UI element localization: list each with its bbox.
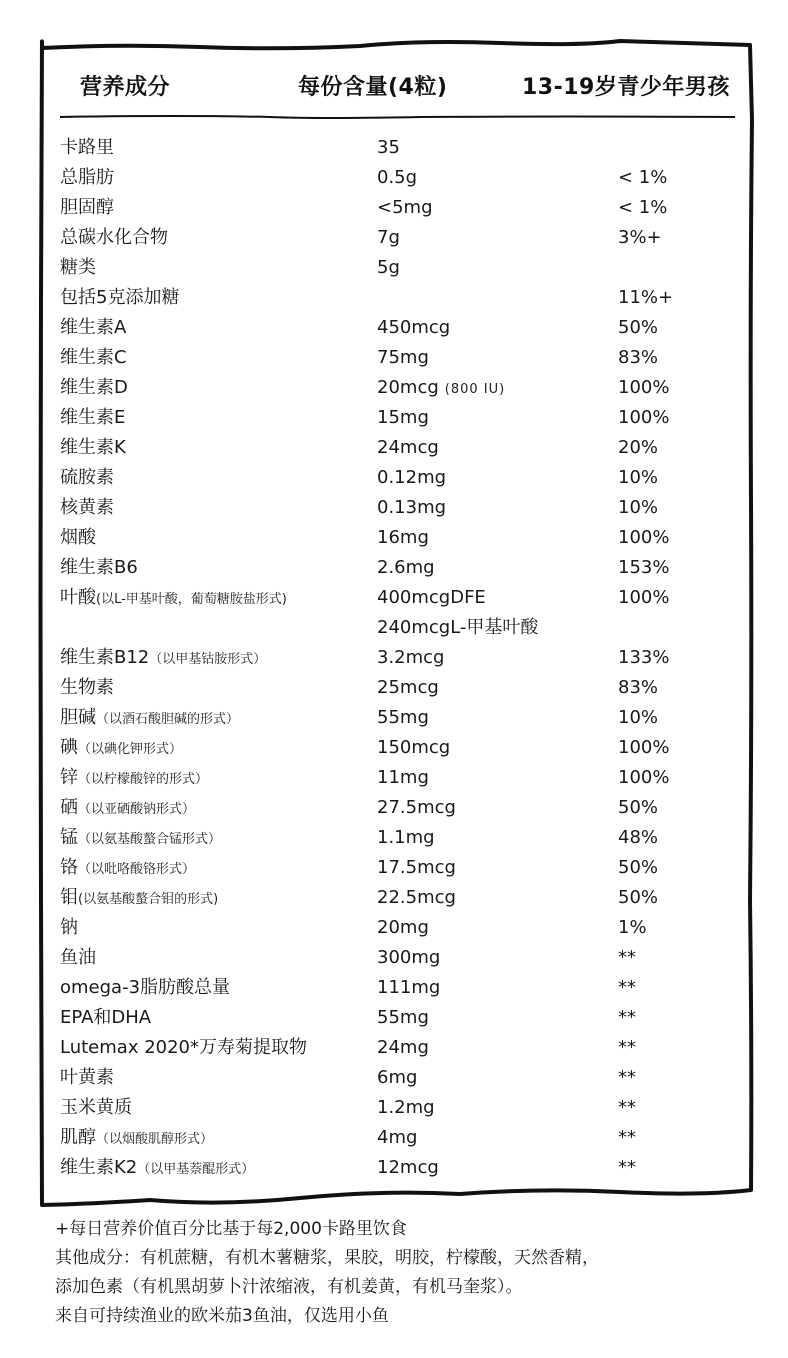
- daily-value-percent: 50%: [618, 317, 659, 338]
- nutrient-name: [60, 1123, 213, 1155]
- table-row: [0, 583, 788, 613]
- footnote-fish-oil: 来自可持续渔业的欧米茄3鱼油，仅选用小鱼: [55, 1306, 389, 1326]
- nutrient-label: 包括5克添加糖: [60, 287, 180, 308]
- nutrient-label: 碘: [60, 737, 78, 758]
- amount-cell: [377, 823, 441, 855]
- daily-value-percent: 50%: [618, 857, 659, 878]
- nutrient-name: [60, 253, 96, 285]
- footnote-dv-basis: +每日营养价值百分比基于每2,000卡路里饮食: [55, 1219, 407, 1239]
- amount-value: 25mcg: [377, 677, 439, 698]
- nutrient-name: [60, 703, 239, 735]
- amount-value: 240mcgL-甲基叶酸: [377, 617, 539, 638]
- nutrient-name: [60, 853, 195, 885]
- nutrient-name: [60, 913, 78, 945]
- table-row: [0, 1003, 788, 1033]
- nutrient-name: [60, 763, 208, 795]
- amount-value: <5mg: [377, 197, 433, 218]
- table-row: [0, 823, 788, 853]
- table-row: [0, 943, 788, 973]
- daily-value-percent: **: [618, 1037, 636, 1058]
- nutrient-label: 核黄素: [60, 497, 114, 518]
- amount-cell: [377, 973, 446, 1005]
- table-row: [0, 733, 788, 763]
- nutrient-label: 维生素K2: [60, 1157, 138, 1178]
- amount-value: 11mg: [377, 767, 429, 788]
- table-row: [0, 1063, 788, 1093]
- table-row: [0, 1123, 788, 1153]
- table-row: [0, 1153, 788, 1183]
- daily-value-percent: 50%: [618, 887, 659, 908]
- table-row: [0, 673, 788, 703]
- amount-value: 300mg: [377, 947, 441, 968]
- amount-cell: [377, 343, 435, 375]
- nutrient-name: [60, 883, 218, 915]
- amount-cell: [377, 763, 435, 795]
- nutrient-name: [60, 373, 128, 405]
- nutrient-label: 钼: [60, 887, 78, 908]
- nutrient-label: 叶酸: [60, 587, 96, 608]
- daily-value-percent: 20%: [618, 437, 659, 458]
- nutrient-label: omega-3脂肪酸总量: [60, 977, 231, 998]
- amount-cell: [377, 193, 439, 225]
- daily-value-percent: 100%: [618, 767, 670, 788]
- amount-cell: [377, 523, 435, 555]
- nutrient-form-note: （以甲基萘醌形式）: [137, 1162, 255, 1177]
- amount-cell: [377, 1123, 423, 1155]
- amount-value: 16mg: [377, 527, 429, 548]
- amount-cell: [377, 163, 423, 195]
- nutrient-label: 胆固醇: [60, 197, 114, 218]
- amount-cell: [377, 913, 435, 945]
- amount-cell: [377, 943, 446, 975]
- table-row: [0, 163, 788, 193]
- amount-value: 24mcg: [377, 437, 439, 458]
- amount-note: (800 IU): [444, 382, 506, 397]
- nutrient-name: [60, 1033, 307, 1065]
- table-row: [0, 523, 788, 553]
- nutrient-label: Lutemax 2020*万寿菊提取物: [60, 1037, 307, 1058]
- daily-value-percent: **: [618, 1157, 636, 1178]
- amount-cell: [377, 493, 452, 525]
- daily-value-percent: 100%: [618, 737, 670, 758]
- table-row: [0, 1093, 788, 1123]
- amount-value: 0.12mg: [377, 467, 447, 488]
- nutrient-label: 卡路里: [60, 137, 114, 158]
- amount-cell: [377, 733, 456, 765]
- nutrient-name: [60, 583, 287, 615]
- table-row: [0, 373, 788, 403]
- daily-value-percent: 10%: [618, 707, 659, 728]
- amount-cell: [377, 853, 462, 885]
- amount-cell: [377, 313, 456, 345]
- table-row: [0, 763, 788, 793]
- footnote-other-ingredients: 其他成分：有机蔗糖，有机木薯糖浆，果胶，明胶，柠檬酸，天然香精，: [55, 1248, 599, 1268]
- nutrient-form-note: （以碘化钾形式）: [78, 742, 183, 757]
- amount-value: 400mcgDFE: [377, 587, 486, 608]
- nutrient-name: [60, 283, 179, 315]
- table-row: [0, 703, 788, 733]
- nutrient-form-note: （以烟酸肌醇形式）: [96, 1132, 214, 1147]
- nutrient-name: [60, 553, 138, 585]
- nutrient-label: 铬: [60, 857, 78, 878]
- amount-value: 27.5mcg: [377, 797, 456, 818]
- amount-value: 75mg: [377, 347, 429, 368]
- footnote-colors: 添加色素（有机黑胡萝卜汁浓缩液，有机姜黄，有机马奎浆）。: [55, 1277, 523, 1297]
- amount-value: 4mg: [377, 1127, 418, 1148]
- nutrient-label: 维生素A: [60, 317, 127, 338]
- nutrient-name: [60, 643, 266, 675]
- nutrient-name: [60, 163, 114, 195]
- daily-value-percent: **: [618, 977, 636, 998]
- nutrient-name: [60, 793, 195, 825]
- amount-value: 450mcg: [377, 317, 451, 338]
- amount-value: 35: [377, 137, 400, 158]
- nutrient-label: 鱼油: [60, 947, 96, 968]
- table-row: [0, 223, 788, 253]
- nutrient-name: [60, 313, 126, 345]
- nutrient-name: [60, 733, 182, 765]
- header-daily-value-group: 13-19岁青少年男孩: [522, 75, 730, 100]
- table-row: [0, 913, 788, 943]
- daily-value-percent: < 1%: [618, 167, 668, 188]
- nutrient-name: [60, 823, 221, 855]
- daily-value-percent: 48%: [618, 827, 659, 848]
- nutrient-name: [60, 1153, 254, 1185]
- amount-cell: [377, 643, 450, 675]
- amount-cell: [377, 1033, 435, 1065]
- amount-value: 3.2mcg: [377, 647, 445, 668]
- nutrient-form-note: (以氨基酸螯合钼的形式): [78, 892, 219, 907]
- amount-cell: [377, 673, 445, 705]
- daily-value-percent: 83%: [618, 677, 659, 698]
- nutrient-label: EPA和DHA: [60, 1007, 152, 1028]
- amount-value: 0.5g: [377, 167, 418, 188]
- daily-value-percent: **: [618, 1127, 636, 1148]
- nutrient-label: 总脂肪: [60, 167, 114, 188]
- amount-value: 17.5mcg: [377, 857, 456, 878]
- nutrient-name: [60, 493, 114, 525]
- amount-cell: [377, 463, 452, 495]
- nutrient-form-note: (以L-甲基叶酸，葡萄糖胺盐形式): [96, 592, 287, 607]
- amount-cell: [377, 613, 544, 645]
- nutrient-label: 锌: [60, 767, 78, 788]
- amount-cell: [377, 1063, 423, 1095]
- nutrient-label: 硒: [60, 797, 78, 818]
- daily-value-percent: 10%: [618, 467, 659, 488]
- amount-cell: [377, 433, 445, 465]
- nutrient-label: 维生素K: [60, 437, 126, 458]
- nutrient-name: [60, 433, 126, 465]
- daily-value-percent: 11%+: [618, 287, 674, 308]
- table-row: [0, 133, 788, 163]
- nutrient-label: 维生素B12: [60, 647, 150, 668]
- daily-value-percent: 100%: [618, 407, 670, 428]
- daily-value-percent: 100%: [618, 587, 670, 608]
- nutrient-label: 玉米黄质: [60, 1097, 132, 1118]
- nutrient-label: 锰: [60, 827, 78, 848]
- nutrient-name: [60, 523, 96, 555]
- nutrient-name: [60, 463, 114, 495]
- nutrient-name: [60, 973, 230, 1005]
- daily-value-percent: < 1%: [618, 197, 668, 218]
- table-row: [0, 793, 788, 823]
- daily-value-percent: **: [618, 1097, 636, 1118]
- table-row: [0, 313, 788, 343]
- daily-value-percent: 100%: [618, 377, 670, 398]
- table-row: [0, 853, 788, 883]
- amount-value: 0.13mg: [377, 497, 447, 518]
- nutrient-form-note: （以柠檬酸锌的形式）: [78, 772, 209, 787]
- amount-cell: [377, 223, 406, 255]
- daily-value-percent: 3%+: [618, 227, 662, 248]
- amount-cell: [377, 253, 406, 285]
- amount-cell: [377, 883, 462, 915]
- daily-value-percent: 10%: [618, 497, 659, 518]
- amount-value: 55mg: [377, 707, 429, 728]
- nutrient-form-note: （以亚硒酸钠形式）: [78, 802, 196, 817]
- daily-value-percent: 100%: [618, 527, 670, 548]
- amount-cell: [377, 703, 435, 735]
- nutrient-label: 硫胺素: [60, 467, 114, 488]
- daily-value-percent: 50%: [618, 797, 659, 818]
- table-row: [0, 283, 788, 313]
- nutrient-name: [60, 403, 125, 435]
- daily-value-percent: 153%: [618, 557, 670, 578]
- daily-value-percent: 83%: [618, 347, 659, 368]
- nutrient-label: 维生素D: [60, 377, 128, 398]
- amount-value: 55mg: [377, 1007, 429, 1028]
- amount-cell: [377, 1093, 441, 1125]
- nutrient-label: 肌醇: [60, 1127, 96, 1148]
- nutrition-table: [0, 133, 788, 1183]
- daily-value-percent: 133%: [618, 647, 670, 668]
- nutrient-name: [60, 1003, 151, 1035]
- amount-value: 22.5mcg: [377, 887, 456, 908]
- daily-value-percent: **: [618, 1067, 636, 1088]
- amount-value: 24mg: [377, 1037, 429, 1058]
- nutrient-label: 烟酸: [60, 527, 96, 548]
- table-row: [0, 343, 788, 373]
- amount-cell: [377, 133, 406, 165]
- table-row: [0, 613, 788, 643]
- amount-value: 7g: [377, 227, 400, 248]
- amount-value: 20mg: [377, 917, 429, 938]
- amount-value: 111mg: [377, 977, 441, 998]
- amount-value: 15mg: [377, 407, 429, 428]
- table-row: [0, 643, 788, 673]
- nutrient-name: [60, 223, 168, 255]
- amount-cell: [377, 583, 492, 615]
- amount-cell: [377, 373, 505, 405]
- table-row: [0, 973, 788, 1003]
- nutrient-label: 胆碱: [60, 707, 96, 728]
- nutrient-name: [60, 1093, 132, 1125]
- amount-value: 6mg: [377, 1067, 418, 1088]
- nutrient-label: 生物素: [60, 677, 114, 698]
- amount-value: 150mcg: [377, 737, 451, 758]
- header-nutrient: 营养成分: [80, 75, 171, 100]
- header-amount-per-serving: 每份含量(4粒): [298, 75, 448, 100]
- daily-value-percent: 1%: [618, 917, 647, 938]
- table-row: [0, 253, 788, 283]
- footnotes: [55, 1215, 755, 1331]
- nutrient-name: [60, 133, 114, 165]
- amount-value: 5g: [377, 257, 400, 278]
- nutrient-name: [60, 343, 127, 375]
- amount-value: 20mcg: [377, 377, 439, 398]
- nutrient-name: [60, 193, 114, 225]
- nutrient-label: 叶黄素: [60, 1067, 114, 1088]
- table-row: [0, 493, 788, 523]
- nutrient-label: 维生素C: [60, 347, 127, 368]
- table-row: [0, 553, 788, 583]
- table-row: [0, 193, 788, 223]
- daily-value-percent: **: [618, 1007, 636, 1028]
- nutrient-form-note: （以吡咯酸铬形式）: [78, 862, 196, 877]
- nutrient-form-note: （以氨基酸螯合锰形式）: [78, 832, 222, 847]
- nutrient-name: [60, 1063, 114, 1095]
- amount-value: 1.1mg: [377, 827, 435, 848]
- nutrient-name: [60, 943, 96, 975]
- amount-value: 12mcg: [377, 1157, 439, 1178]
- nutrient-label: 维生素E: [60, 407, 126, 428]
- table-row: [0, 463, 788, 493]
- nutrient-label: 维生素B6: [60, 557, 138, 578]
- nutrient-label: 糖类: [60, 257, 96, 278]
- amount-cell: [377, 283, 383, 315]
- nutrient-label: 总碳水化合物: [60, 227, 168, 248]
- table-header: [0, 70, 788, 110]
- amount-cell: [377, 793, 462, 825]
- nutrient-label: 钠: [60, 917, 78, 938]
- table-row: [0, 433, 788, 463]
- amount-cell: [377, 553, 441, 585]
- nutrient-form-note: （以酒石酸胆碱的形式）: [96, 712, 240, 727]
- nutrient-name: [60, 673, 114, 705]
- nutrient-form-note: （以甲基钴胺形式）: [149, 652, 267, 667]
- amount-value: 2.6mg: [377, 557, 435, 578]
- amount-cell: [377, 403, 435, 435]
- table-row: [0, 403, 788, 433]
- table-row: [0, 883, 788, 913]
- amount-value: 1.2mg: [377, 1097, 435, 1118]
- amount-cell: [377, 1153, 445, 1185]
- amount-cell: [377, 1003, 435, 1035]
- table-row: [0, 1033, 788, 1063]
- daily-value-percent: **: [618, 947, 636, 968]
